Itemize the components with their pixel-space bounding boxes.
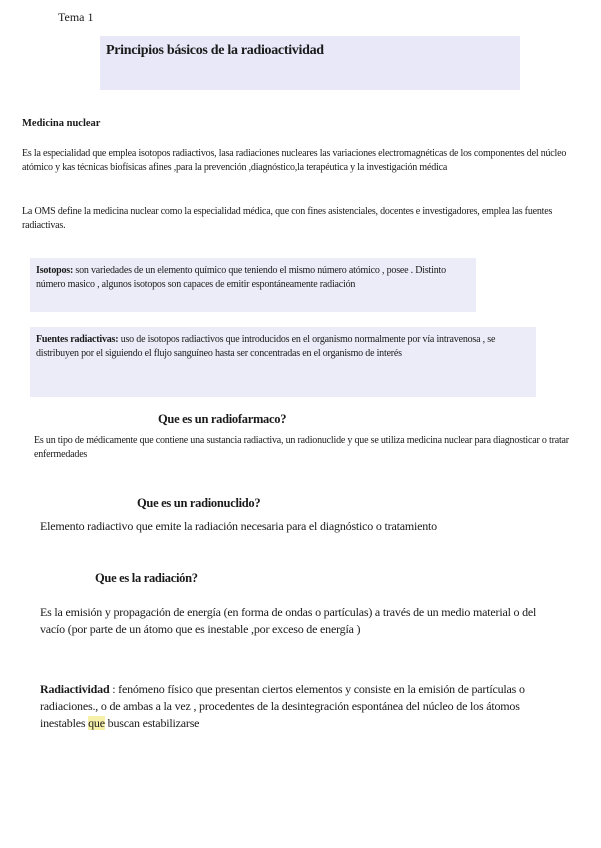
answer-radiofarmaco: Es un tipo de médicamente que contiene una sustancia radiactiva, un radionuclide y que se utiliza medicina nuclear para diagnosticar o tratar enfermedades — [34, 435, 569, 460]
paragraph-oms: La OMS define la medicina nuclear como la especialidad médica, que con fines asistenciales, docentes e investigadores, emplea las fuentes radiactivas. — [22, 206, 553, 231]
topic-label: Tema 1 — [58, 10, 94, 24]
isotopos-definition: son variedades de un elemento químico que teniendo el mismo número atómico , posee . Distinto número masico , algunos isotopos son capaces de emitir espontáneamente radiación — [36, 265, 446, 290]
answer-radiacion: Es la emisión y propagación de energía (en forma de ondas o partículas) a través de un medio material o del vacío (por parte de un átomo que es inestable ,por exceso de energía ) — [40, 605, 537, 636]
question-radiacion: Que es la radiación? — [95, 571, 198, 585]
section-heading: Medicina nuclear — [22, 118, 101, 129]
radiactividad-text: : fenómeno físico que presentan ciertos elementos y consiste en la emisión de partículas o radiaciones., o de ambas a la vez , procedentes de la desintegración espontánea del núcleo de los átomos inestables — [40, 682, 525, 730]
page-title: Principios básicos de la radioactividad — [106, 43, 324, 58]
radiactividad-paragraph — [40, 681, 560, 732]
fuentes-term: Fuentes radiactivas: — [36, 334, 119, 345]
isotopos-box — [30, 258, 476, 312]
fuentes-box — [30, 327, 536, 397]
fuentes-definition: uso de isotopos radiactivos que introducidos en el organismo normalmente por vía intravenosa , se distribuyen por el siguiendo el flujo sanguíneo hasta ser concentradas en el organismo de interés — [36, 334, 496, 359]
answer-radionuclido: Elemento radiactivo que emite la radiación necesaria para el diagnóstico o tratamiento — [40, 519, 437, 533]
highlighted-word: que — [88, 716, 105, 730]
radiactividad-text-end: buscan estabilizarse — [104, 716, 200, 730]
question-radiofarmaco: Que es un radiofarmaco? — [158, 412, 287, 426]
radiactividad-term: Radiactividad — [40, 682, 110, 696]
isotopos-term: Isotopos: — [36, 265, 74, 276]
title-box — [100, 36, 520, 90]
paragraph-definition: Es la especialidad que emplea isotopos radiactivos, lasa radiaciones nucleares las variaciones electromagnéticas de los componentes del núcleo atómico y kas técnicas biofísicas afines ,para la prevención ,diagnóstico,la terapéutica y la investigación médica — [22, 148, 567, 173]
fuentes-text — [36, 333, 520, 361]
isotopos-text — [36, 264, 466, 292]
question-radionuclido: Que es un radionuclido? — [137, 496, 261, 510]
